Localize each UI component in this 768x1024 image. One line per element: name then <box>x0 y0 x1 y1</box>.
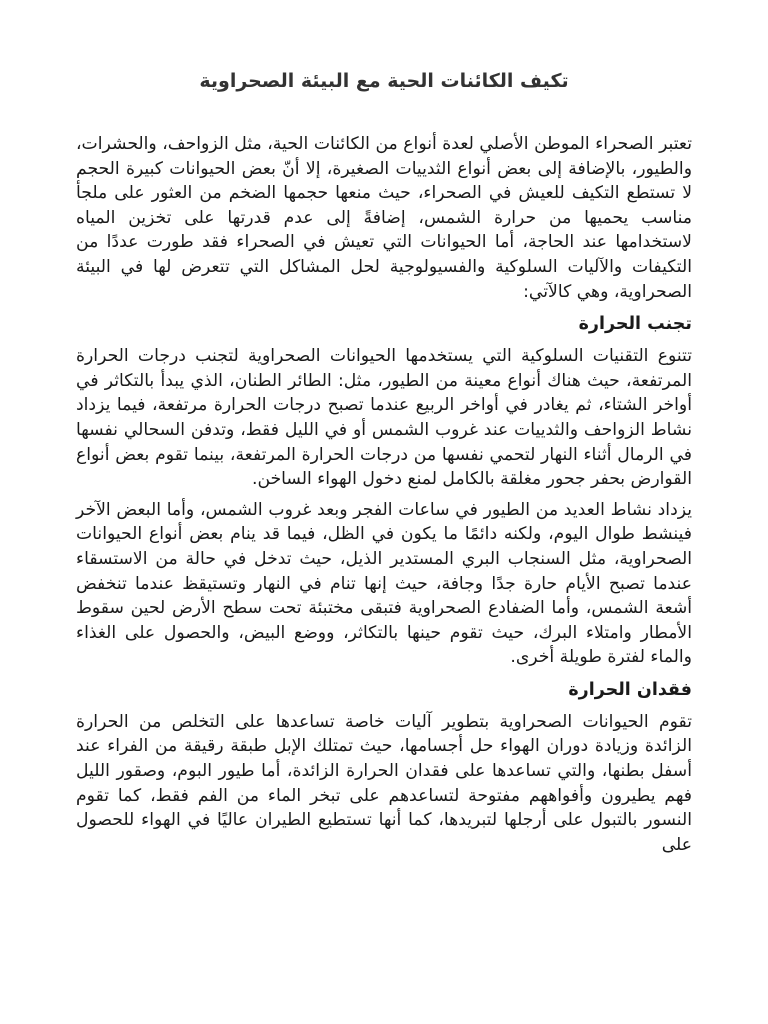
section1-paragraph-1: تتنوع التقنيات السلوكية التي يستخدمها الحيوانات الصحراوية لتجنب درجات الحرارة المرتفعة، حيث هناك أنواع معينة من الطيور، مثل: الطائر الطنان، الذي يبدأ بالتكاثر في أواخر الشتاء، ثم يغادر في أواخر الربيع عندما تصبح درجات الحرارة مرتفعة، فيما يزداد نشاط الزواحف والثدييات عند غروب الشمس أو في الليل فقط، وتدفن السحالي نفسها في الرمال أثناء النهار لتحمي نفسها من درجات الحرارة المرتفعة، بينما تقوم بعض أنواع القوارض بحفر جحور مغلقة بالكامل لمنع دخول الهواء الساخن. <box>76 346 692 490</box>
document-title: تكيف الكائنات الحية مع البيئة الصحراوية <box>199 70 569 92</box>
section1-paragraph-2: يزداد نشاط العديد من الطيور في ساعات الفجر وبعد غروب الشمس، وأما البعض الآخر فينشط طوال اليوم، ولكنه دائمًا ما يكون في الظل، فيما قد ينام بعض أنواع الحيوانات الصحراوية، مثل السنجاب البري المستدير الذيل، حيث تدخل في حالة من الاستسقاء عندما تصبح الأيام حارة جدًا وجافة، حيث إنها تنام في النهار وتستيقظ عندما تنخفض أشعة الشمس، وأما الضفادع الصحراوية فتبقى مختبئة تحت سطح الأرض لحين سقوط الأمطار وامتلاء البرك، حيث تقوم حينها بالتكاثر، ووضع البيض، والحصول على الغذاء والماء لفترة طويلة أخرى. <box>76 499 692 668</box>
section-heading-heat-loss: فقدان الحرارة <box>568 679 692 700</box>
intro-paragraph: تعتبر الصحراء الموطن الأصلي لعدة أنواع من الكائنات الحية، مثل الزواحف، والحشرات، والطيور، بالإضافة إلى بعض أنواع الثدييات الصغيرة، إلا أنّ بعض الحيوانات كبيرة الحجم لا تستطع التكيف للعيش في الصحراء، حيث منعها حجمها الضخم من العثور على ملجأ مناسب يحميها من حرارة الشمس، إضافةً إلى عدم قدرتها على تخزين المياه لاستخدامها عند الحاجة، أما الحيوانات التي تعيش في الصحراء فقد طورت عددًا من التكيفات والآليات السلوكية والفسيولوجية لحل المشاكل التي تتعرض لها في البيئة الصحراوية، وهي كالآتي: <box>76 134 692 302</box>
section-heading-heat-avoidance: تجنب الحرارة <box>578 314 692 335</box>
section2-paragraph-1: تقوم الحيوانات الصحراوية بتطوير آليات خاصة تساعدها على التخلص من الحرارة الزائدة وزيادة دوران الهواء حل أجسامها، حيث تمتلك الإبل طبقة رقيقة من الفراء عند أسفل بطنها، والتي تساعدها على فقدان الحرارة الزائدة، أما طيور البوم، وصقور الليل فهم يطيرون وأفواههم مفتوحة لتساعدهم على تبخر الماء من الفم فقط، كما تقوم النسور بالتبول على أرجلها لتبريدها، كما أنها تستطيع الطيران عاليًا في الهواء للحصول على <box>76 711 692 855</box>
